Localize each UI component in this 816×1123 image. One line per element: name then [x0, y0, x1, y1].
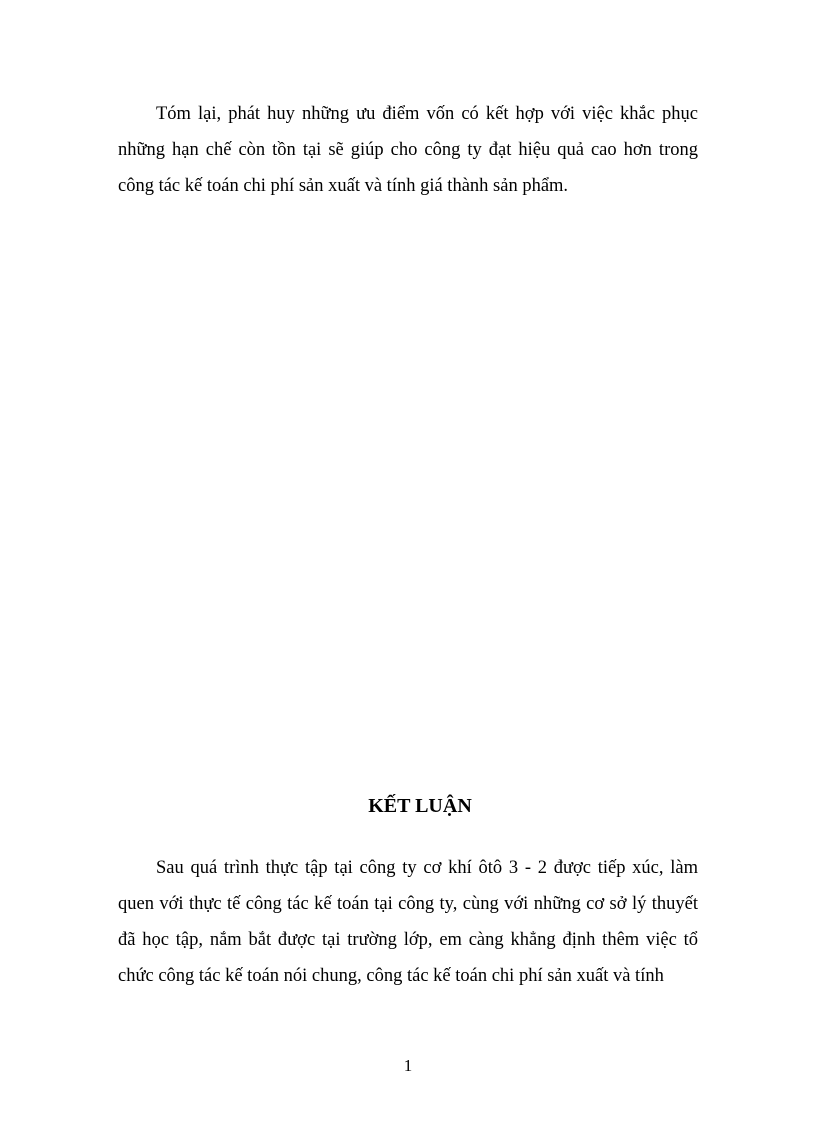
summary-line-2: những hạn chế còn tồn tại sẽ giúp cho công ty đạt hiệu quả cao hơn trong: [118, 140, 698, 160]
summary-line-3: công tác kế toán chi phí sản xuất và tính giá thành sản phẩm.: [118, 176, 569, 196]
conclusion-line-1: Sau quá trình thực tập tại công ty cơ khí ôtô 3 - 2 được tiếp xúc, làm: [156, 858, 698, 878]
conclusion-line-2: quen với thực tế công tác kế toán tại công ty, cùng với những cơ sở lý thuyết: [118, 894, 698, 914]
page-number: 1: [403, 1056, 413, 1075]
summary-line-1: Tóm lại, phát huy những ưu điểm vốn có kết hợp với việc khắc phục: [156, 104, 698, 124]
conclusion-line-4: chức công tác kế toán nói chung, công tác kế toán chi phí sản xuất và tính: [118, 966, 664, 986]
conclusion-heading: KẾT LUẬN: [368, 795, 472, 817]
conclusion-line-3: đã học tập, nắm bắt được tại trường lớp, em càng khẳng định thêm việc tổ: [118, 930, 698, 950]
